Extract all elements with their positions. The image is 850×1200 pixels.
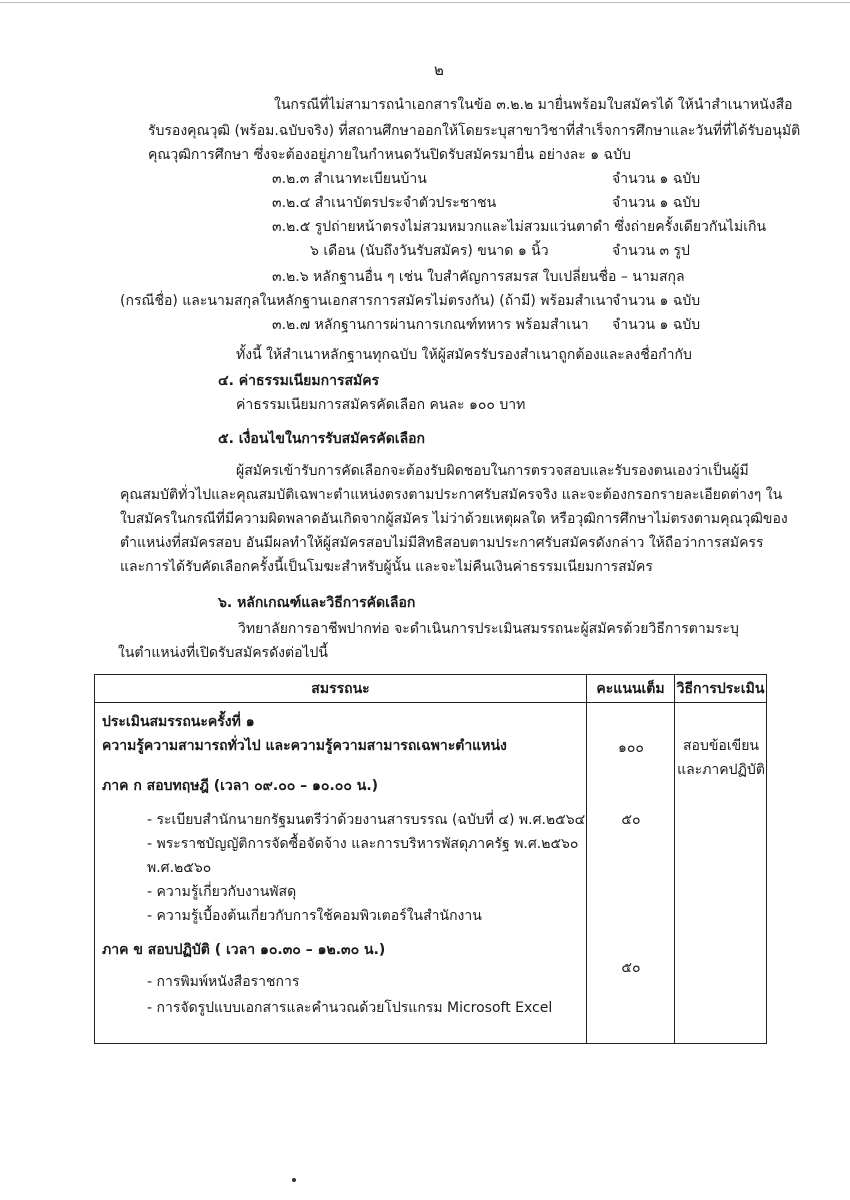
doc-item-qty: จำนวน ๑ ฉบับ xyxy=(612,195,701,211)
part-b-item: - การจัดรูปแบบเอกสารและคำนวณด้วยโปรแกรม Microsoft Excel xyxy=(147,1000,553,1016)
method-line-2: และภาคปฏิบัติ xyxy=(677,762,765,778)
total-score: ๑๐๐ xyxy=(618,740,644,756)
intro-line-1: ในกรณีที่ไม่สามารถนำเอกสารในข้อ ๓.๒.๒ มายื่นพร้อมใบสมัครได้ ให้นำสำเนาหนังสือ xyxy=(274,97,793,113)
part-a-item-continuation: พ.ศ.๒๕๖๐ xyxy=(147,860,212,876)
page-number: ๒ xyxy=(434,61,444,79)
method-line-1: สอบข้อเขียน xyxy=(683,738,759,754)
section-5-heading: ๕. เงื่อนไขในการรับสมัครคัดเลือก xyxy=(218,431,426,447)
section-5-line: ผู้สมัครเข้ารับการคัดเลือกจะต้องรับผิดชอบในการตรวจสอบและรับรองตนเองว่าเป็นผู้มี xyxy=(236,463,749,479)
doc-item-text: ๓.๒.๗ หลักฐานการผ่านการเกณฑ์ทหาร พร้อมสำเนา xyxy=(272,317,589,333)
header-full-score: คะแนนเต็ม xyxy=(587,675,675,703)
top-scan-edge xyxy=(0,2,850,3)
doc-item-qty: จำนวน ๓ รูป xyxy=(612,243,690,259)
part-b-item: - การพิมพ์หนังสือราชการ xyxy=(147,974,300,990)
competency-table xyxy=(94,674,767,1044)
section-4-body: ค่าธรรมเนียมการสมัครคัดเลือก คนละ ๑๐๐ บาท xyxy=(236,397,526,413)
table-row xyxy=(95,703,767,1044)
section-6-heading: ๖. หลักเกณฑ์และวิธีการคัดเลือก xyxy=(218,595,416,611)
part-b-title: ภาค ข สอบปฏิบัติ ( เวลา ๑๐.๓๐ – ๑๒.๓๐ น.) xyxy=(102,942,386,958)
doc-item-text: ๓.๒.๓ สำเนาทะเบียนบ้าน xyxy=(272,171,427,187)
section-6-line-2: ในตำแหน่งที่เปิดรับสมัครดังต่อไปนี้ xyxy=(118,645,328,661)
table-header-row xyxy=(95,675,767,703)
header-competency: สมรรถนะ xyxy=(95,675,587,703)
score-cell xyxy=(587,703,675,1044)
doc-item-continuation: (กรณีชื่อ) และนามสกุลในหลักฐานเอกสารการสมัครไม่ตรงกัน) (ถ้ามี) พร้อมสำเนา xyxy=(120,293,614,309)
part-a-item: - ระเบียบสำนักนายกรัฐมนตรีว่าด้วยงานสารบรรณ (ฉบับที่ ๔) พ.ศ.๒๕๖๔ xyxy=(147,812,586,828)
part-a-title: ภาค ก สอบทฤษฎี (เวลา ๐๙.๐๐ – ๑๐.๐๐ น.) xyxy=(102,778,379,794)
copy-note: ทั้งนี้ ให้สำเนาหลักฐานทุกฉบับ ให้ผู้สมัครรับรองสำเนาถูกต้องและลงชื่อกำกับ xyxy=(236,347,692,363)
part-a-score: ๕๐ xyxy=(621,812,641,828)
doc-item-continuation: ๖ เดือน (นับถึงวันรับสมัคร) ขนาด ๑ นิ้ว xyxy=(310,243,549,259)
doc-item-qty: จำนวน ๑ ฉบับ xyxy=(612,171,701,187)
section-4-heading: ๔. ค่าธรรมเนียมการสมัคร xyxy=(218,373,380,389)
part-a-item: - พระราชบัญญัติการจัดซื้อจัดจ้าง และการบริหารพัสดุภาครัฐ พ.ศ.๒๕๖๐ xyxy=(147,836,579,852)
scan-speck xyxy=(292,1178,296,1182)
doc-item-qty: จำนวน ๑ ฉบับ xyxy=(612,317,701,333)
round-title: ประเมินสมรรถนะครั้งที่ ๑ xyxy=(102,714,255,730)
intro-line-2: รับรองคุณวุฒิ (พร้อม.ฉบับจริง) ที่สถานศึกษาออกให้โดยระบุสาขาวิชาที่สำเร็จการศึกษาและวันที่ที่ได้รับอนุมัติ xyxy=(148,123,801,139)
section-5-line: คุณสมบัติทั่วไปและคุณสมบัติเฉพาะตำแหน่งตรงตามประกาศรับสมัครจริง และจะต้องกรอกรายละเอียดต่างๆ ใน xyxy=(120,487,783,503)
round-subtitle: ความรู้ความสามารถทั่วไป และความรู้ความสามารถเฉพาะตำแหน่ง xyxy=(102,738,507,754)
section-5-line: ใบสมัครในกรณีที่มีความผิดพลาดอันเกิดจากผู้สมัคร ไม่ว่าด้วยเหตุผลใด หรือวุฒิการศึกษาไม่ตรงตามคุณวุฒิของ xyxy=(120,511,788,527)
section-5-line: และการได้รับคัดเลือกครั้งนี้เป็นโมฆะสำหรับผู้นั้น และจะไม่คืนเงินค่าธรรมเนียมการสมัคร xyxy=(120,559,653,575)
competency-cell xyxy=(95,703,587,1044)
part-a-item: - ความรู้เกี่ยวกับงานพัสดุ xyxy=(147,884,297,900)
doc-item-qty: จำนวน ๑ ฉบับ xyxy=(612,293,701,309)
doc-item-text: ๓.๒.๕ รูปถ่ายหน้าตรงไม่สวมหมวกและไม่สวมแว่นตาดำ ซึ่งถ่ายครั้งเดียวกันไม่เกิน xyxy=(272,219,767,235)
header-method: วิธีการประเมิน xyxy=(675,675,767,703)
section-6-line-1: วิทยาลัยการอาชีพปากท่อ จะดำเนินการประเมินสมรรถนะผู้สมัครด้วยวิธีการตามระบุ xyxy=(238,621,739,637)
doc-item-text: ๓.๒.๔ สำเนาบัตรประจำตัวประชาชน xyxy=(272,195,497,211)
section-5-line: ตำแหน่งที่สมัครสอบ อันมีผลทำให้ผู้สมัครสอบไม่มีสิทธิสอบตามประกาศรับสมัครดังกล่าว ให้ถือว่าการสมัครร xyxy=(120,535,764,551)
method-cell xyxy=(675,703,767,1044)
doc-item-text: ๓.๒.๖ หลักฐานอื่น ๆ เช่น ใบสำคัญการสมรส ใบเปลี่ยนชื่อ – นามสกุล xyxy=(272,269,685,285)
part-a-item: - ความรู้เบื้องต้นเกี่ยวกับการใช้คอมพิวเตอร์ในสำนักงาน xyxy=(147,908,482,924)
intro-line-3: คุณวุฒิการศึกษา ซึ่งจะต้องอยู่ภายในกำหนดวันปิดรับสมัครมายื่น อย่างละ ๑ ฉบับ xyxy=(148,147,631,163)
part-b-score: ๕๐ xyxy=(621,960,641,976)
